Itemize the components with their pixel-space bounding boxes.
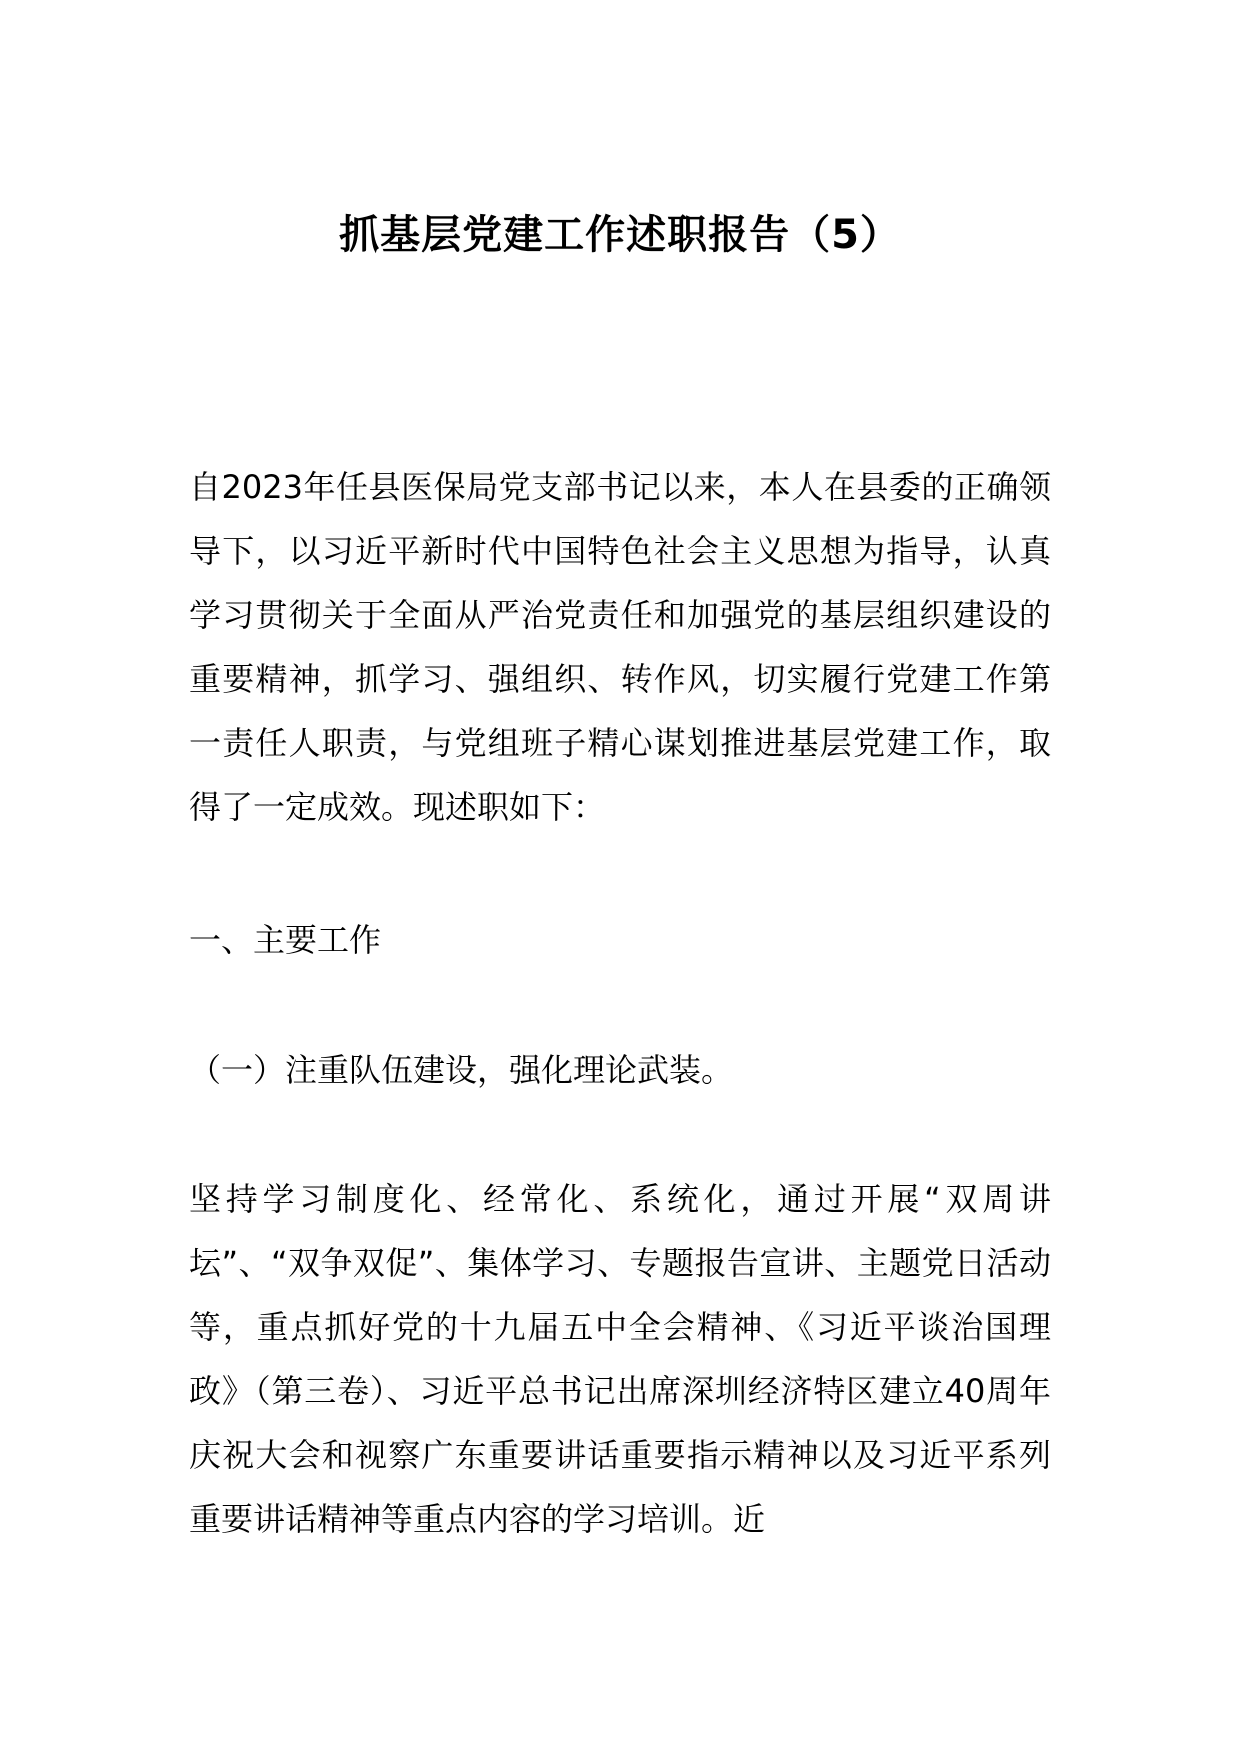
intro-paragraph: 自2023年任县医保局党支部书记以来，本人在县委的正确领导下，以习近平新时代中国特色社会主义思想为指导，认真学习贯彻关于全面从严治党责任和加强党的基层组织建设的重要精神，抓学习、强组织、转作风，切实履行党建工作第一责任人职责，与党组班子精心谋划推进基层党建工作，取得了一定成效。现述职如下： <box>189 468 1051 826</box>
body-paragraph: 坚持学习制度化、经常化、系统化，通过开展“双周讲坛”、“双争双促”、集体学习、专题报告宣讲、主题党日活动等，重点抓好党的十九届五中全会精神、《习近平谈治国理政》（第三卷）、习近平总书记出席深圳经济特区建立40周年庆祝大会和视察广东重要讲话重要指示精神以及习近平系列重要讲话精神等重点内容的学习培训。近 <box>189 1180 1051 1538</box>
section-heading: 一、主要工作 <box>189 921 382 959</box>
subsection-heading: （一）注重队伍建设，强化理论武装。 <box>189 1051 734 1089</box>
document-title: 抓基层党建工作述职报告（5） <box>339 212 901 258</box>
